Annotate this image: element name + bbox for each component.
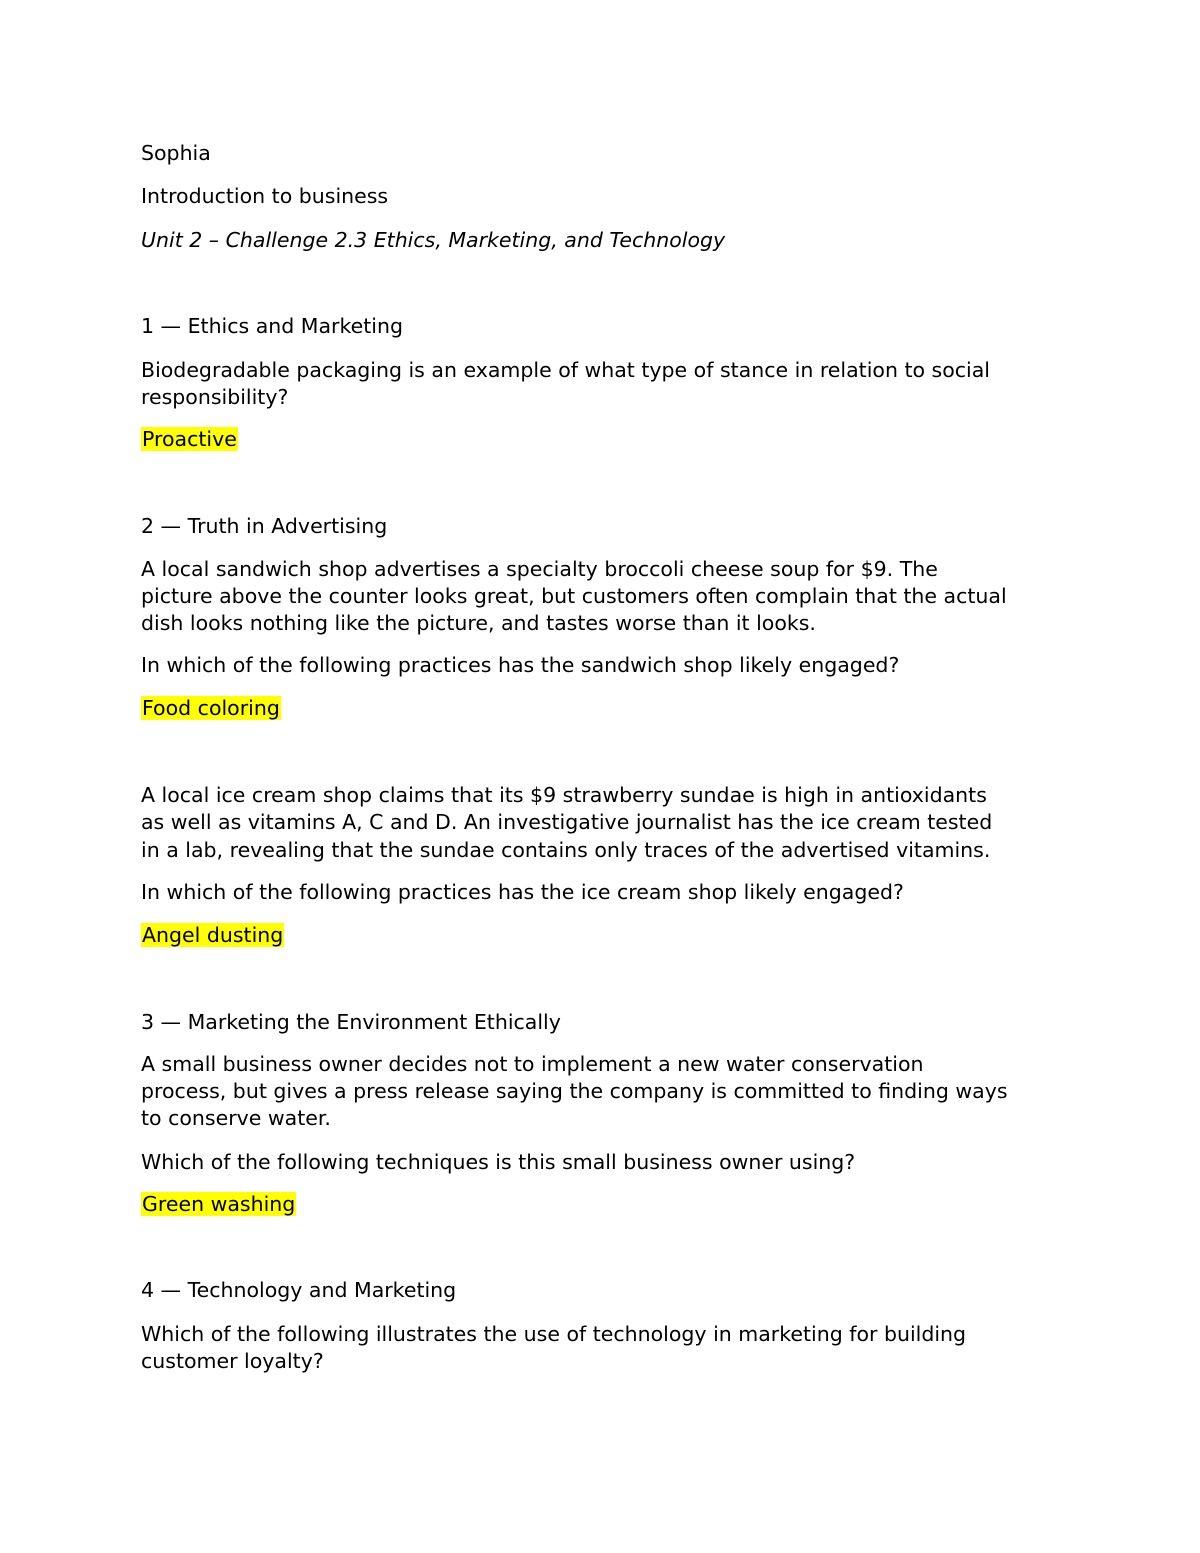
- section-4-question-line-2: customer loyalty?: [141, 1349, 324, 1373]
- section-1-answer: Proactive: [142, 427, 237, 451]
- course-title: Introduction to business: [141, 184, 389, 208]
- section-1-heading: 1 — Ethics and Marketing: [141, 314, 403, 338]
- section-2-scenario-b-line-1: A local ice cream shop claims that its $9 strawberry sundae is high in antioxidants: [141, 783, 987, 807]
- section-2-answer-b: Angel dusting: [142, 923, 284, 947]
- section-2-question-b: In which of the following practices has the ice cream shop likely engaged?: [141, 880, 904, 904]
- section-1-question-line-2: responsibility?: [141, 385, 289, 409]
- section-2-scenario-a-line-1: A local sandwich shop advertises a specialty broccoli cheese soup for $9. The: [141, 557, 938, 581]
- section-2-scenario-a-line-3: dish looks nothing like the picture, and tastes worse than it looks.: [141, 611, 816, 635]
- section-3-scenario-line-1: A small business owner decides not to implement a new water conservation: [141, 1052, 924, 1076]
- section-3-question: Which of the following techniques is this small business owner using?: [141, 1150, 856, 1174]
- section-2-answer-a-line: [141, 695, 1061, 722]
- section-3-scenario-line-2: process, but gives a press release saying the company is committed to finding ways: [141, 1079, 1008, 1103]
- section-3-heading: 3 — Marketing the Environment Ethically: [141, 1010, 561, 1034]
- section-2-answer-b-line: [141, 922, 1061, 949]
- section-3-scenario-line-3: to conserve water.: [141, 1106, 331, 1130]
- section-2-question-a: In which of the following practices has the sandwich shop likely engaged?: [141, 653, 900, 677]
- unit-title: Unit 2 – Challenge 2.3 Ethics, Marketing, and Technology: [141, 228, 726, 252]
- section-1-question-line-1: Biodegradable packaging is an example of what type of stance in relation to social: [141, 358, 990, 382]
- section-2-heading: 2 — Truth in Advertising: [141, 514, 388, 538]
- section-3-answer-line: [141, 1191, 1061, 1218]
- section-2-scenario-a-line-2: picture above the counter looks great, but customers often complain that the actual: [141, 584, 1007, 608]
- section-4-heading: 4 — Technology and Marketing: [141, 1278, 457, 1302]
- section-1-answer-line: [141, 426, 1061, 453]
- section-4-question-line-1: Which of the following illustrates the use of technology in marketing for building: [141, 1322, 967, 1346]
- student-name: Sophia: [141, 141, 211, 165]
- section-2-answer-a: Food coloring: [142, 696, 280, 720]
- section-2-scenario-b-line-2: as well as vitamins A, C and D. An investigative journalist has the ice cream tested: [141, 810, 993, 834]
- section-3-answer: Green washing: [142, 1192, 296, 1216]
- section-2-scenario-b-line-3: in a lab, revealing that the sundae contains only traces of the advertised vitamins.: [141, 838, 991, 862]
